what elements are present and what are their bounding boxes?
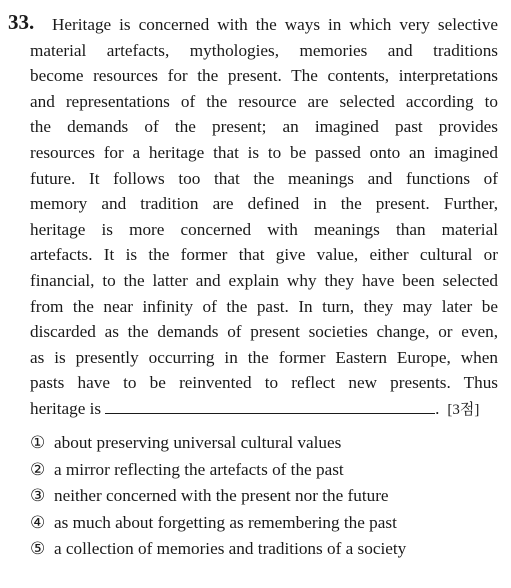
passage-line: from the near infinity of the past. In turn, they may later be [30, 296, 498, 316]
choice-5[interactable] [30, 536, 500, 563]
passage-line: material artefacts, mythologies, memories and traditions [30, 40, 498, 60]
passage-line: future. It follows too that the meanings and functions of [30, 168, 498, 188]
passage-final-line [30, 396, 498, 422]
passage [30, 12, 498, 422]
choice-text: a collection of memories and traditions of a society [54, 539, 407, 559]
passage-line: the demands of the present; an imagined past provides [30, 117, 498, 137]
passage-line: become resources for the present. The contents, interpretations [30, 66, 498, 86]
passage-line: artefacts. It is the former that give value, either cultural or [30, 245, 498, 265]
passage-line: pasts have to be reinvented to reflect new presents. Thus [30, 373, 498, 393]
choice-marker: ⑤ [30, 539, 46, 560]
choice-4[interactable] [30, 510, 500, 537]
choice-marker: ① [30, 433, 46, 453]
passage-line: memory and tradition are defined in the present. Further, [30, 194, 498, 214]
passage-line: as is presently occurring in the former Eastern Europe, when [30, 347, 498, 367]
choice-marker: ② [30, 459, 46, 480]
final-line-period: . [435, 398, 440, 418]
choice-text: a mirror reflecting the artefacts of the past [54, 459, 344, 479]
choice-text: about preserving universal cultural values [54, 433, 342, 452]
choice-marker: ④ [30, 512, 46, 533]
passage-line: and representations of the resource are selected according to [30, 91, 498, 111]
choice-3[interactable] [30, 483, 500, 510]
passage-line: Heritage is concerned with the ways in which very selective [52, 15, 498, 34]
answer-choices [30, 430, 500, 563]
choice-2[interactable] [30, 457, 500, 484]
choice-text: neither concerned with the present nor the future [54, 486, 389, 506]
passage-line: financial, to the latter and explain why they have been selected [30, 270, 498, 290]
passage-line: resources for a heritage that is to be passed onto an imagined [30, 142, 498, 162]
passage-line: discarded as the demands of present societies change, or even, [30, 322, 498, 342]
passage-line: heritage is more concerned with meanings than material [30, 219, 498, 239]
choice-1[interactable] [30, 430, 500, 457]
choice-text: as much about forgetting as remembering the past [54, 512, 397, 532]
answer-blank [105, 396, 435, 414]
question-number: 33. [8, 10, 35, 34]
choice-marker: ③ [30, 486, 46, 507]
points-label: [3점] [447, 401, 480, 418]
final-line-start: heritage is [30, 398, 102, 418]
